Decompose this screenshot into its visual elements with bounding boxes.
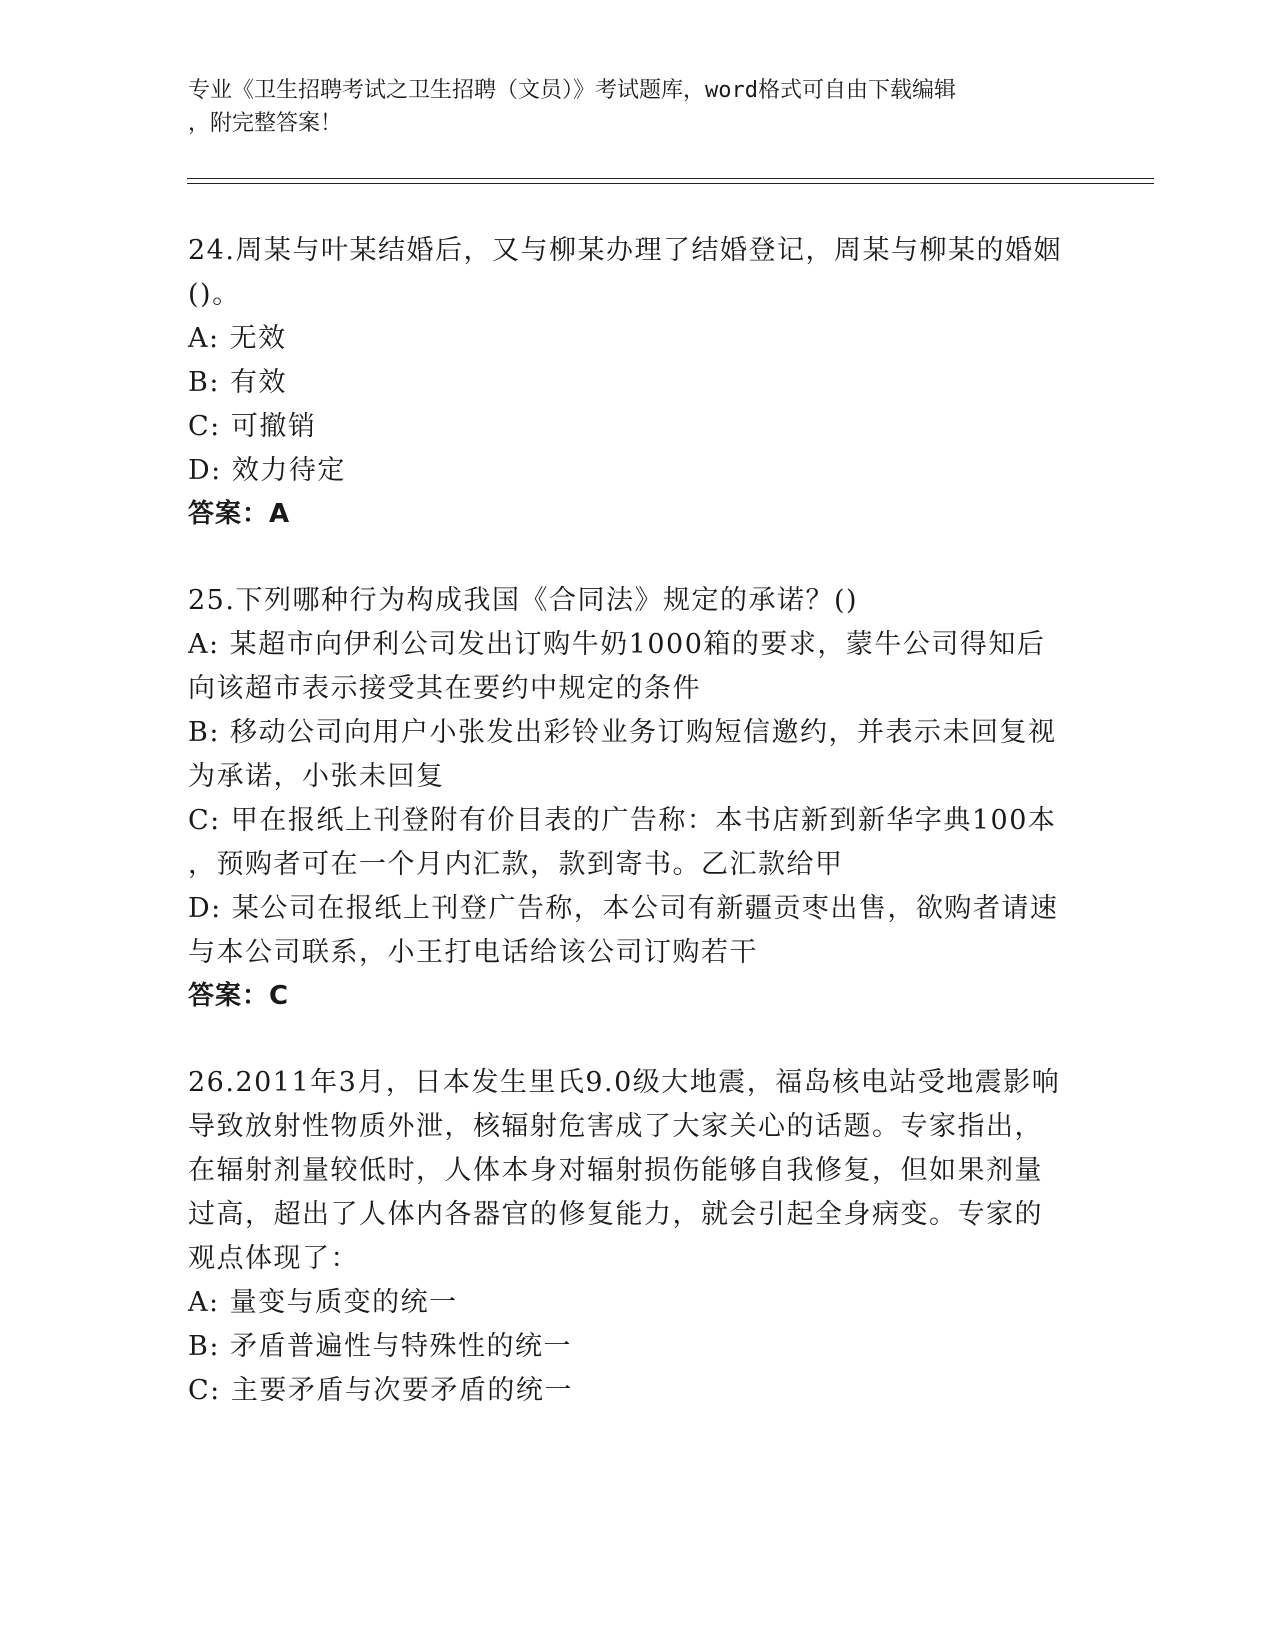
question-25-option-a-line-1: A: 某超市向伊利公司发出订购牛奶1000箱的要求，蒙牛公司得知后 [188, 629, 1046, 660]
question-24-option-a: A: 无效 [188, 323, 287, 354]
header-divider-top [187, 178, 1154, 179]
header-divider-bottom [187, 183, 1154, 184]
question-25-option-b-line-1: B: 移动公司向用户小张发出彩铃业务订购短信邀约，并表示未回复视 [188, 717, 1057, 748]
question-24-option-b: B: 有效 [188, 367, 288, 398]
question-25-answer: 答案：C [188, 981, 290, 1011]
document-header [188, 74, 1088, 140]
question-26-option-a: A: 量变与质变的统一 [188, 1287, 458, 1318]
question-24-stem-line-2: ()。 [188, 279, 241, 310]
question-24-option-d: D: 效力待定 [188, 455, 346, 486]
header-line-1: 专业《卫生招聘考试之卫生招聘（文员）》考试题库，word格式可自由下载编辑 [188, 78, 956, 103]
question-25-option-c-line-1: C: 甲在报纸上刊登附有价目表的广告称：本书店新到新华字典100本 [188, 805, 1057, 836]
question-26-stem-line-1: 26.2011年3月，日本发生里氏9.0级大地震，福岛核电站受地震影响 [188, 1067, 1061, 1098]
question-25-option-d-line-2: 与本公司联系，小王打电话给该公司订购若干 [188, 937, 758, 968]
question-26-stem-line-4: 过高，超出了人体内各器官的修复能力，就会引起全身病变。专家的 [188, 1199, 1043, 1230]
question-25-option-c-line-2: ，预购者可在一个月内汇款，款到寄书。乙汇款给甲 [188, 849, 844, 880]
question-26-stem-line-2: 导致放射性物质外泄，核辐射危害成了大家关心的话题。专家指出， [188, 1111, 1043, 1142]
question-25-option-a-line-2: 向该超市表示接受其在要约中规定的条件 [188, 673, 701, 704]
header-line-2: ，附完整答案！ [188, 111, 343, 136]
question-25-option-b-line-2: 为承诺，小张未回复 [188, 761, 445, 792]
question-25-option-d-line-1: D: 某公司在报纸上刊登广告称，本公司有新疆贡枣出售，欲购者请速 [188, 893, 1059, 924]
question-26-option-b: B: 矛盾普遍性与特殊性的统一 [188, 1331, 573, 1362]
question-24-answer: 答案：A [188, 499, 291, 529]
question-25-stem-line-1: 25.下列哪种行为构成我国《合同法》规定的承诺？() [188, 585, 859, 616]
question-24-option-c: C: 可撤销 [188, 411, 317, 442]
question-26-stem-line-5: 观点体现了： [188, 1243, 359, 1274]
question-26-stem-line-3: 在辐射剂量较低时，人体本身对辐射损伤能够自我修复，但如果剂量 [188, 1155, 1043, 1186]
question-26-option-c: C: 主要矛盾与次要矛盾的统一 [188, 1375, 573, 1406]
question-24-stem-line-1: 24.周某与叶某结婚后，又与柳某办理了结婚登记，周某与柳某的婚姻 [188, 235, 1062, 266]
